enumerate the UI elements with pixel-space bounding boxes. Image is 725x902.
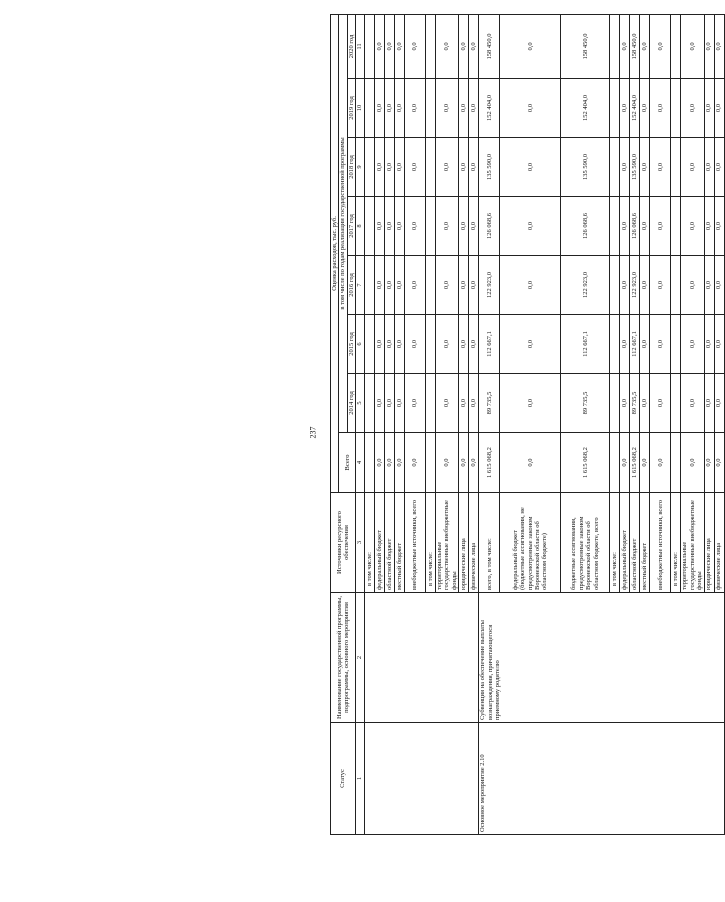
source-label: всего, в том числе: [479,493,500,593]
value-cell: 0,0 [384,14,394,78]
source-label: в том числе: [364,493,374,593]
value-cell: 0,0 [714,374,724,433]
value-cell: 0,0 [384,315,394,374]
value-cell: 0,0 [704,315,714,374]
value-cell: 0,0 [404,433,425,493]
header-source: Источники ресурсного обеспечения [331,493,356,593]
source-label: федеральный бюджет [620,493,630,593]
source-label: федеральный бюджет (бюджетные ассигнования, не предусмотренные законом Воронежской области об областном бюджете) [500,493,561,593]
value-cell [425,315,435,374]
value-cell: 89 735,5 [561,374,610,433]
header-status: Статус [331,723,356,835]
header-year: 2015 год [347,315,355,374]
value-cell [671,197,681,256]
value-cell [610,256,620,315]
value-cell: 0,0 [435,433,458,493]
value-cell: 0,0 [500,256,561,315]
value-cell: 0,0 [374,79,384,138]
header-year: 2018 год [347,138,355,197]
value-cell [364,197,374,256]
value-cell: 0,0 [435,374,458,433]
value-cell [610,315,620,374]
value-cell: 0,0 [384,374,394,433]
value-cell: 112 667,1 [561,315,610,374]
value-cell: 0,0 [469,138,479,197]
value-cell: 0,0 [620,138,630,197]
value-cell: 1 615 068,2 [630,433,640,493]
value-cell [671,433,681,493]
value-cell: 0,0 [374,138,384,197]
value-cell: 0,0 [435,79,458,138]
value-cell: 0,0 [681,14,704,78]
source-label: физические лица [714,493,724,593]
value-cell: 135 590,0 [630,138,640,197]
value-cell: 0,0 [404,14,425,78]
value-cell: 0,0 [650,256,671,315]
value-cell: 152 404,0 [630,79,640,138]
value-cell: 0,0 [394,138,404,197]
value-cell: 0,0 [650,374,671,433]
value-cell: 0,0 [500,14,561,78]
source-label: областной бюджет [384,493,394,593]
value-cell: 0,0 [500,315,561,374]
value-cell: 0,0 [500,374,561,433]
value-cell: 0,0 [404,197,425,256]
value-cell [364,315,374,374]
value-cell: 0,0 [374,374,384,433]
value-cell: 0,0 [469,433,479,493]
column-number: 10 [356,79,364,138]
column-number: 11 [356,14,364,78]
header-year: 2014 год [347,374,355,433]
value-cell: 0,0 [374,256,384,315]
value-cell: 0,0 [469,374,479,433]
value-cell: 0,0 [374,14,384,78]
value-cell: 0,0 [469,14,479,78]
value-cell: 122 923,0 [479,256,500,315]
column-number: 5 [356,374,364,433]
value-cell: 0,0 [384,433,394,493]
value-cell: 122 923,0 [561,256,610,315]
value-cell [671,374,681,433]
value-cell: 0,0 [681,433,704,493]
value-cell: 122 923,0 [630,256,640,315]
value-cell [610,374,620,433]
value-cell: 0,0 [404,79,425,138]
value-cell: 0,0 [704,14,714,78]
value-cell: 126 068,6 [630,197,640,256]
value-cell: 0,0 [384,197,394,256]
column-number: 1 [356,723,364,835]
value-cell [425,374,435,433]
value-cell: 0,0 [714,197,724,256]
value-cell: 0,0 [435,197,458,256]
value-cell: 0,0 [404,138,425,197]
value-cell: 152 404,0 [561,79,610,138]
header-name: Наименование государственной программы, подпрограммы, основного мероприятия [331,593,356,723]
value-cell [425,433,435,493]
event-status: Основное мероприятие 2.10 [479,723,724,835]
value-cell [425,197,435,256]
value-cell: 158 450,0 [479,14,500,78]
value-cell: 0,0 [714,138,724,197]
value-cell: 0,0 [404,315,425,374]
value-cell: 0,0 [500,79,561,138]
value-cell: 0,0 [681,197,704,256]
value-cell [425,14,435,78]
header-year: 2020 год [347,14,355,78]
name-cell-empty [364,593,478,723]
value-cell: 0,0 [404,374,425,433]
source-label: в том числе: [610,493,620,593]
value-cell: 0,0 [620,374,630,433]
value-cell: 1 615 068,2 [561,433,610,493]
value-cell [364,138,374,197]
source-label: территориальные государственные внебюджетные фонды [435,493,458,593]
column-number: 8 [356,197,364,256]
page-number: 237 [308,426,318,439]
header-year: 2017 год [347,197,355,256]
value-cell [610,79,620,138]
value-cell: 0,0 [620,256,630,315]
value-cell: 0,0 [681,138,704,197]
value-cell: 0,0 [459,79,469,138]
source-label: внебюджетные источники, всего [404,493,425,593]
value-cell [364,256,374,315]
value-cell: 0,0 [714,256,724,315]
column-number: 4 [356,433,364,493]
value-cell [364,374,374,433]
value-cell [671,79,681,138]
value-cell: 112 667,1 [479,315,500,374]
header-year: 2019 год [347,79,355,138]
value-cell [610,14,620,78]
header-total: Всего [339,433,356,493]
value-cell: 126 068,6 [561,197,610,256]
value-cell: 0,0 [704,256,714,315]
value-cell: 0,0 [640,374,650,433]
source-label: юридические лица [459,493,469,593]
value-cell [671,256,681,315]
value-cell: 0,0 [459,315,469,374]
value-cell [425,138,435,197]
value-cell: 0,0 [704,79,714,138]
column-number: 3 [356,493,364,593]
value-cell: 0,0 [500,138,561,197]
value-cell: 0,0 [650,14,671,78]
value-cell [610,197,620,256]
source-label: в том числе: [671,493,681,593]
value-cell: 0,0 [620,14,630,78]
value-cell: 0,0 [459,433,469,493]
source-label: в том числе: [425,493,435,593]
source-label: местный бюджет [640,493,650,593]
value-cell: 0,0 [394,256,404,315]
value-cell: 0,0 [374,197,384,256]
value-cell: 0,0 [714,14,724,78]
value-cell: 0,0 [469,256,479,315]
value-cell: 0,0 [384,138,394,197]
value-cell [425,79,435,138]
value-cell: 126 068,6 [479,197,500,256]
value-cell: 0,0 [435,14,458,78]
value-cell: 0,0 [620,433,630,493]
budget-table [330,14,725,835]
value-cell: 0,0 [469,315,479,374]
value-cell: 0,0 [650,197,671,256]
value-cell: 0,0 [394,374,404,433]
column-number: 7 [356,256,364,315]
value-cell: 0,0 [394,79,404,138]
source-label: областной бюджет [630,493,640,593]
value-cell: 89 735,5 [479,374,500,433]
source-label: внебюджетные источники, всего [650,493,671,593]
value-cell: 0,0 [459,374,469,433]
value-cell: 0,0 [650,138,671,197]
value-cell: 0,0 [640,138,650,197]
value-cell: 135 590,0 [561,138,610,197]
value-cell: 0,0 [714,315,724,374]
value-cell: 0,0 [650,433,671,493]
value-cell: 0,0 [640,79,650,138]
event-name: Субвенция на обеспечение выплаты вознаграждения, причитающегося приемному родителю [479,593,724,723]
value-cell: 0,0 [620,197,630,256]
column-number: 9 [356,138,364,197]
value-cell: 0,0 [394,14,404,78]
value-cell: 89 735,5 [630,374,640,433]
value-cell: 0,0 [620,315,630,374]
value-cell: 135 590,0 [479,138,500,197]
value-cell: 0,0 [459,14,469,78]
value-cell: 112 667,1 [630,315,640,374]
value-cell: 0,0 [681,315,704,374]
value-cell: 0,0 [640,315,650,374]
value-cell: 0,0 [469,197,479,256]
value-cell [610,138,620,197]
status-cell-empty [364,723,478,835]
value-cell: 0,0 [500,433,561,493]
value-cell: 0,0 [714,433,724,493]
value-cell: 0,0 [435,315,458,374]
value-cell: 0,0 [374,433,384,493]
value-cell [364,79,374,138]
value-cell: 1 615 068,2 [479,433,500,493]
value-cell [610,433,620,493]
value-cell: 0,0 [704,433,714,493]
value-cell: 0,0 [459,138,469,197]
value-cell [425,256,435,315]
header-year: 2016 год [347,256,355,315]
source-label: бюджетные ассигнования, предусмотренные законом Воронежской области об областном бюджете, всего [561,493,610,593]
value-cell [364,433,374,493]
value-cell: 0,0 [394,433,404,493]
value-cell [671,14,681,78]
value-cell: 0,0 [681,374,704,433]
value-cell: 0,0 [620,79,630,138]
value-cell: 0,0 [394,197,404,256]
value-cell: 0,0 [459,256,469,315]
value-cell: 158 450,0 [630,14,640,78]
value-cell [364,14,374,78]
source-label: федеральный бюджет [374,493,384,593]
value-cell: 0,0 [374,315,384,374]
value-cell [671,138,681,197]
value-cell: 0,0 [640,256,650,315]
column-number: 2 [356,593,364,723]
value-cell: 158 450,0 [561,14,610,78]
value-cell: 0,0 [704,374,714,433]
value-cell: 0,0 [640,14,650,78]
value-cell: 0,0 [681,79,704,138]
value-cell: 0,0 [404,256,425,315]
source-label: территориальные государственные внебюджетные фонды [681,493,704,593]
value-cell: 0,0 [714,79,724,138]
value-cell [671,315,681,374]
source-label: юридические лица [704,493,714,593]
value-cell: 0,0 [384,256,394,315]
value-cell: 0,0 [435,138,458,197]
value-cell: 0,0 [704,138,714,197]
value-cell: 0,0 [435,256,458,315]
column-number: 6 [356,315,364,374]
value-cell: 0,0 [394,315,404,374]
value-cell: 0,0 [469,79,479,138]
header-estimate: Оценка расходов, тыс. руб. [331,14,339,492]
value-cell: 0,0 [459,197,469,256]
value-cell: 0,0 [384,79,394,138]
rotated-sheet [330,15,723,835]
value-cell: 0,0 [650,79,671,138]
value-cell: 0,0 [681,256,704,315]
value-cell: 0,0 [650,315,671,374]
value-cell: 0,0 [500,197,561,256]
header-by-years: в том числе по годам реализации государственной программы [339,14,347,432]
value-cell: 152 404,0 [479,79,500,138]
value-cell: 0,0 [640,197,650,256]
source-label: физические лица [469,493,479,593]
value-cell: 0,0 [640,433,650,493]
value-cell: 0,0 [704,197,714,256]
source-label: местный бюджет [394,493,404,593]
